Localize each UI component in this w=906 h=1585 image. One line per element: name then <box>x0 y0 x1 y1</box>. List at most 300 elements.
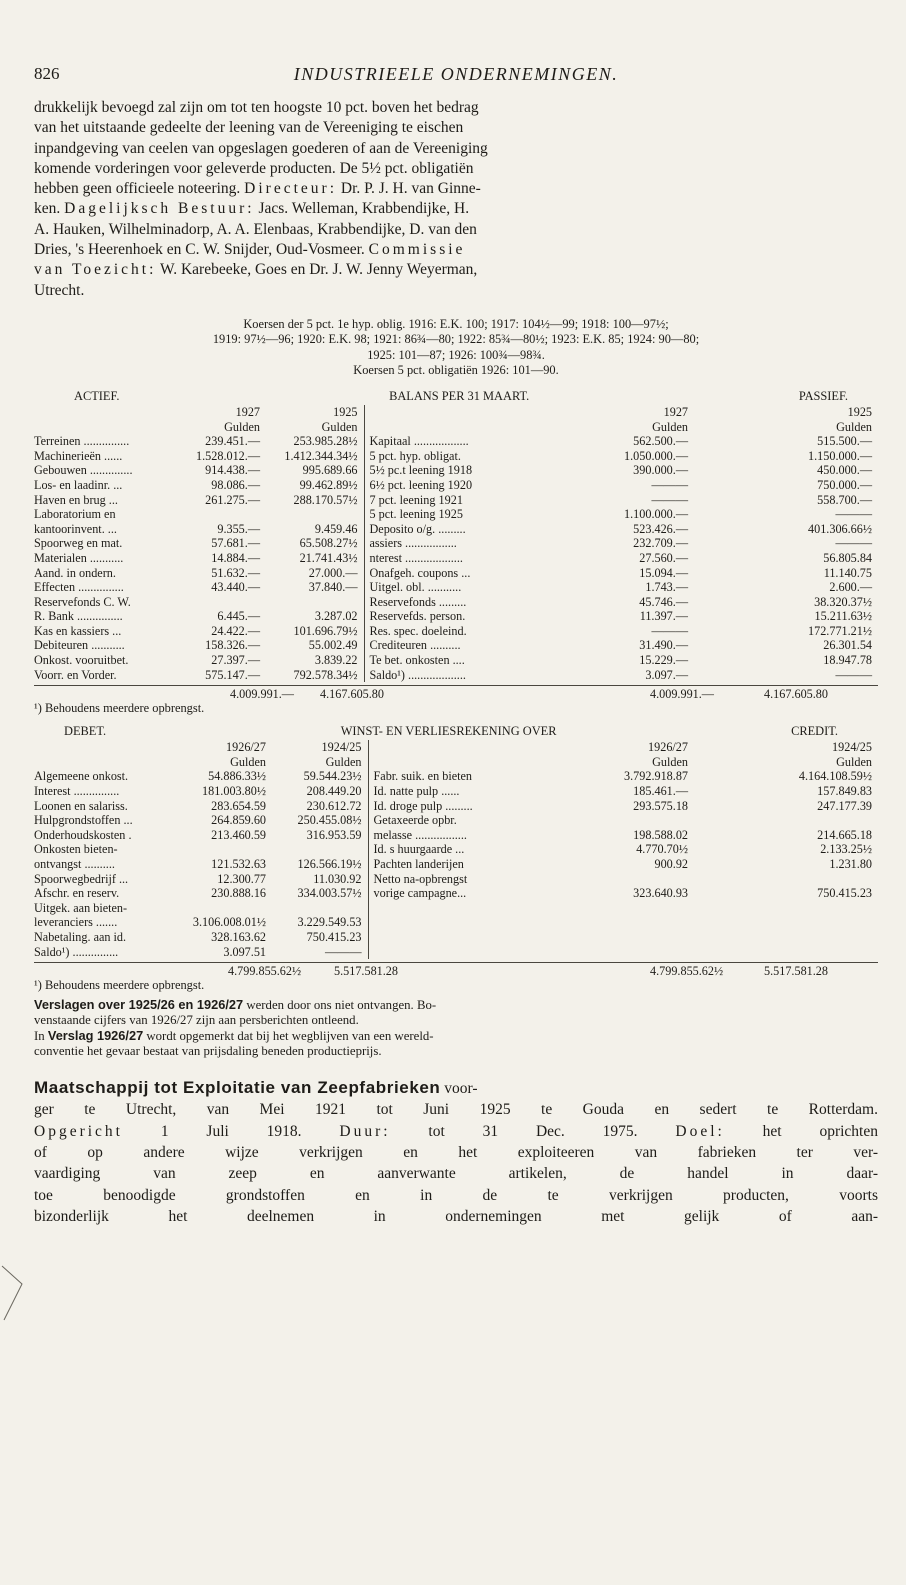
row-value: 56.805.84 <box>823 550 872 565</box>
row-value: ——— <box>835 507 872 522</box>
row-label: Pachten landerijen <box>368 857 558 872</box>
unit-header: Gulden <box>325 754 362 769</box>
page-number: 826 <box>34 64 60 83</box>
row-value: 15.211.63½ <box>814 609 872 624</box>
row-value: 1.743.— <box>645 580 688 595</box>
table-row <box>34 434 878 449</box>
verslag-line: conventie het gevaar bestaat van prijsdaling beneden productieprijs. <box>34 1044 382 1059</box>
table-row <box>34 580 878 595</box>
row-value: 750.415.23 <box>306 929 362 944</box>
row-value: 239.451.— <box>205 434 260 449</box>
row-value: 59.544.23½ <box>303 769 362 784</box>
row-value: 4.770.70½ <box>636 842 688 857</box>
table-row <box>34 566 878 581</box>
total-value: 4.167.605.80 <box>764 687 828 702</box>
row-value: 3.106.008.01½ <box>192 915 266 930</box>
row-label: kantoorinvent. ... <box>34 521 117 536</box>
table-row <box>34 857 878 872</box>
koersen-line: Koersen der 5 pct. 1e hyp. oblig. 1916: E.K. 100; 1917: 104½—99; 1918: 100—97½; <box>243 316 669 331</box>
row-value: 914.438.— <box>205 463 260 478</box>
row-label: Los- en laadinr. ... <box>34 477 123 492</box>
koersen-line: Koersen 5 pct. obligatiën 1926: 101—90. <box>353 363 559 378</box>
row-value: 575.147.— <box>205 667 260 682</box>
row-value: ——— <box>651 623 688 638</box>
row-value: 11.140.75 <box>823 565 872 580</box>
row-value: 1.050.000.— <box>624 448 688 463</box>
unit-header: Gulden <box>836 754 872 769</box>
row-label <box>368 901 558 916</box>
balans-title: BALANS PER 31 MAART. <box>389 388 530 403</box>
verslag-text: wordt opgemerkt dat bij het wegblijven van een wereld- <box>143 1029 434 1044</box>
balans-body <box>34 434 878 682</box>
row-value: 14.884.— <box>211 550 260 565</box>
intro-text: Jacs. Welleman, Krabbendijke, H. <box>258 200 470 218</box>
row-value: 65.508.27½ <box>299 536 358 551</box>
company-name: Maatschappij tot Exploitatie van Zeepfabrieken <box>34 1078 441 1098</box>
row-value: 31.490.— <box>639 638 688 653</box>
balans-totals <box>34 685 878 701</box>
row-value <box>184 595 266 610</box>
table-row <box>34 536 878 551</box>
intro-line: inpandgeving van ceelen van opgeslagen goederen of aan de Vereeniging <box>34 139 488 157</box>
row-label: Id. droge pulp ......... <box>368 799 558 814</box>
company-text: tot 31 Dec. 1975. <box>390 1122 676 1140</box>
row-value: 54.886.33½ <box>208 769 266 784</box>
row-value: 792.578.34½ <box>293 667 358 682</box>
row-value <box>558 945 694 960</box>
row-value: 11.030.92 <box>313 871 362 886</box>
balans-units-row <box>34 420 878 435</box>
row-value: 57.681.— <box>211 536 260 551</box>
row-value: 515.500.— <box>817 434 872 449</box>
row-label: Kas en kassiers ... <box>34 623 122 638</box>
row-value: 523.426.— <box>633 521 688 536</box>
row-value: 1.231.80 <box>829 857 872 871</box>
row-value: 99.462.89½ <box>299 477 358 492</box>
row-value: 230.612.72 <box>306 798 362 813</box>
row-value <box>184 507 266 522</box>
row-label: Crediteuren .......... <box>364 638 554 653</box>
next-company-section <box>34 1077 878 1227</box>
year-header: 1925 <box>847 404 872 419</box>
winst-heading <box>34 724 878 740</box>
winst-table <box>34 740 878 959</box>
row-label: Laboratorium en <box>34 507 116 522</box>
row-value: ——— <box>651 492 688 507</box>
row-value: ——— <box>651 477 688 492</box>
year-header: 1927 <box>663 404 688 419</box>
verslag-keyword: Verslagen over 1925/26 en 1926/27 <box>34 997 244 1013</box>
koersen-block <box>34 317 878 379</box>
intro-line: van het uitstaande gedeelte der leening van de Vereeniging te eischen <box>34 119 464 137</box>
table-row <box>34 522 878 537</box>
company-line <box>34 1077 878 1099</box>
row-value <box>272 842 368 857</box>
row-value: 3.097.51 <box>223 944 266 959</box>
total-value: 4.167.605.80 <box>320 687 384 702</box>
year-header: 1924/25 <box>321 740 362 755</box>
company-line: toe benoodigde grondstoffen en in de te verkrijgen producten, voorts <box>34 1186 878 1204</box>
row-label: 5 pct. hyp. obligat. <box>364 449 554 464</box>
row-label: 5 pct. leening 1925 <box>364 507 554 522</box>
row-value: ——— <box>835 536 872 551</box>
company-line: ger te Utrecht, van Mei 1921 tot Juni 1925 te Gouda en sedert te Rotterdam. <box>34 1101 878 1119</box>
row-value: 750.000.— <box>817 477 872 492</box>
company-line: of op andere wijze verkrijgen en het exploiteeren van fabrieken ter ver- <box>34 1144 878 1162</box>
pencil-mark-icon <box>0 1260 30 1340</box>
row-label: Afschr. en reserv. <box>34 886 120 901</box>
directeur-label: Directeur: <box>244 180 337 198</box>
verslag-line: venstaande cijfers van 1926/27 zijn aan persberichten ontleend. <box>34 1013 359 1028</box>
row-label: Deposito o/g. ......... <box>364 522 554 537</box>
row-value <box>184 901 272 916</box>
row-value: 9.459.46 <box>314 521 358 536</box>
row-label: Terreinen ............... <box>34 434 130 449</box>
table-row <box>34 769 878 784</box>
bestuur-label: Dagelijksch Bestuur: <box>64 200 255 218</box>
row-value: 995.689.66 <box>302 463 358 478</box>
table-row <box>34 945 878 960</box>
table-row <box>34 799 878 814</box>
company-line: bizonderlijk het deelnemen in ondernemingen met gelijk of aan- <box>34 1207 878 1225</box>
row-value: 198.588.02 <box>633 827 688 842</box>
row-value <box>694 915 878 930</box>
row-value <box>266 507 364 522</box>
duur-label: Duur: <box>339 1122 391 1140</box>
row-label: Materialen ........... <box>34 550 124 565</box>
table-row <box>34 463 878 478</box>
row-value: 401.306.66½ <box>808 521 872 536</box>
passief-label: PASSIEF. <box>798 388 848 403</box>
verslag-line <box>34 997 878 1013</box>
row-label <box>368 930 558 945</box>
row-label: Debiteuren ........... <box>34 638 125 653</box>
table-row <box>34 668 878 683</box>
row-value: 450.000.— <box>817 463 872 478</box>
row-label: Spoorwegbedrijf ... <box>34 871 129 886</box>
year-header: 1925 <box>333 404 358 419</box>
row-value: 126.566.19½ <box>297 857 362 871</box>
row-value: 247.177.39 <box>817 798 872 813</box>
company-text: het oprichten <box>724 1122 878 1140</box>
company-line <box>34 1121 878 1142</box>
row-label: Reservefds. person. <box>364 609 554 624</box>
row-value: 214.665.18 <box>817 827 872 842</box>
row-value: 283.654.59 <box>211 798 266 813</box>
doel-label: Doel: <box>675 1122 725 1140</box>
row-value: 15.229.— <box>639 653 688 668</box>
row-label: Kapitaal .................. <box>364 434 554 449</box>
total-value: 4.009.991.— <box>650 687 714 702</box>
unit-header: Gulden <box>224 419 260 434</box>
row-value: 230.888.16 <box>211 886 266 901</box>
intro-line: Utrecht. <box>34 281 85 299</box>
row-value <box>558 901 694 916</box>
commissie-label: Commissie <box>368 241 466 259</box>
row-value: 3.839.22 <box>314 653 358 668</box>
row-value: 1.150.000.— <box>808 448 872 463</box>
row-value <box>558 813 694 828</box>
winst-body <box>34 769 878 959</box>
verslag-text: In <box>34 1029 48 1044</box>
koersen-line: 1919: 97½—96; 1920: E.K. 98; 1921: 86¾—80; 1922: 85¾—80½; 1923: E.K. 85; 1924: 90—80; <box>212 332 700 347</box>
verslag-line <box>34 1028 878 1044</box>
row-value: 121.532.63 <box>211 857 266 871</box>
row-value: 253.985.28½ <box>293 434 358 449</box>
total-value: 4.799.855.62½ <box>228 964 302 979</box>
opgericht-label: Opgericht <box>34 1122 123 1140</box>
table-row <box>34 624 878 639</box>
row-value <box>694 901 878 916</box>
balans-years-row <box>34 405 878 420</box>
row-value <box>272 901 368 916</box>
row-value: 2.133.25½ <box>820 842 872 857</box>
debet-label: DEBET. <box>64 724 107 739</box>
row-value: 558.700.— <box>817 492 872 507</box>
balans-footnote: ¹) Behoudens meerdere opbrengst. <box>34 701 205 716</box>
balans-heading <box>34 389 878 405</box>
total-value: 5.517.581.28 <box>334 964 398 979</box>
row-value: 1.412.344.34½ <box>284 448 358 463</box>
row-label: Loonen en salariss. <box>34 798 128 813</box>
row-label: Spoorweg en mat. <box>34 536 123 551</box>
table-row <box>34 915 878 930</box>
koersen-line: 1925: 101—87; 1926: 100¾—98¾. <box>367 347 545 362</box>
row-value: 21.741.43½ <box>299 550 358 565</box>
table-row <box>34 493 878 508</box>
row-label: Reservefonds ......... <box>364 595 554 610</box>
winst-title: WINST- EN VERLIESREKENING OVER <box>340 724 557 739</box>
table-row <box>34 551 878 566</box>
row-label: Fabr. suik. en bieten <box>368 769 558 784</box>
row-label: Gebouwen .............. <box>34 463 133 478</box>
intro-text: ken. <box>34 200 61 218</box>
table-row <box>34 930 878 945</box>
winst-units-row <box>34 755 878 770</box>
row-label: Id. s huurgaarde ... <box>368 842 558 857</box>
row-label: Onkost. vooruitbet. <box>34 653 129 668</box>
unit-header: Gulden <box>652 419 688 434</box>
intro-line <box>34 260 878 280</box>
row-value: 208.449.20 <box>306 784 362 799</box>
table-row <box>34 638 878 653</box>
company-text: 1 Juli 1918. <box>122 1122 340 1140</box>
row-label: ontvangst .......... <box>34 857 115 871</box>
verslag-keyword: Verslag 1926/27 <box>47 1028 144 1044</box>
row-value <box>558 930 694 945</box>
row-label: Res. spec. doeleind. <box>364 624 554 639</box>
row-value: 328.163.62 <box>211 929 266 944</box>
row-value: 750.415.23 <box>817 886 872 901</box>
row-label: leveranciers ....... <box>34 915 118 930</box>
table-row <box>34 653 878 668</box>
row-value: 37.840.— <box>308 580 358 595</box>
table-row <box>34 595 878 610</box>
page-header <box>34 58 878 98</box>
row-value: 1.100.000.— <box>624 507 688 522</box>
row-value: 45.746.— <box>639 594 688 609</box>
row-label <box>368 945 558 960</box>
table-row <box>34 449 878 464</box>
row-label: Reservefonds C. W. <box>34 594 131 609</box>
row-label: Nabetaling. aan id. <box>34 929 127 944</box>
company-line: vaardiging van zeep en aanverwante artikelen, de handel in daar- <box>34 1165 878 1183</box>
intro-text: hebben geen officieele noteering. <box>34 180 241 198</box>
row-value: 3.097.— <box>645 667 688 682</box>
row-label: Machinerieën ...... <box>34 448 123 463</box>
row-value: 18.947.78 <box>823 653 872 668</box>
row-label: Interest ............... <box>34 784 120 799</box>
row-label: Id. natte pulp ...... <box>368 784 558 799</box>
row-value: 1.528.012.— <box>196 448 260 463</box>
row-label: Onafgeh. coupons ... <box>364 566 554 581</box>
row-label: R. Bank ............... <box>34 609 123 624</box>
row-value: 24.422.— <box>211 623 260 638</box>
row-value: 316.953.59 <box>306 827 362 842</box>
table-row <box>34 886 878 901</box>
table-row <box>34 609 878 624</box>
row-value: 9.355.— <box>217 521 260 536</box>
row-value <box>694 930 878 945</box>
row-value: 181.003.80½ <box>202 784 266 799</box>
row-label: Uitgek. aan bieten- <box>34 900 128 915</box>
row-label: Saldo¹) ............... <box>34 944 119 959</box>
row-value: 4.164.108.59½ <box>798 769 872 784</box>
verslag-text: werden door ons niet ontvangen. Bo- <box>243 998 437 1013</box>
winst-totals <box>34 962 878 978</box>
row-value <box>694 813 878 828</box>
row-value: 51.632.— <box>211 565 260 580</box>
winst-years-row <box>34 740 878 755</box>
row-value: 293.575.18 <box>633 798 688 813</box>
unit-header: Gulden <box>836 419 872 434</box>
row-value <box>694 945 878 960</box>
row-label: Haven en brug ... <box>34 492 118 507</box>
row-value: 264.859.60 <box>211 813 266 828</box>
row-value: 900.92 <box>654 857 688 871</box>
row-value: 6.445.— <box>217 609 260 624</box>
row-value: 232.709.— <box>633 536 688 551</box>
row-label: assiers ................. <box>364 536 554 551</box>
row-value: ——— <box>324 944 362 959</box>
intro-text: W. Karebeeke, Goes en Dr. J. W. Jenny Weyerman, <box>160 261 478 279</box>
row-label: Onkosten bieten- <box>34 842 118 857</box>
row-value: 261.275.— <box>205 492 260 507</box>
actief-label: ACTIEF. <box>74 388 120 403</box>
intro-line: A. Hauken, Wilhelminadorp, A. A. Elenbaas, Krabbendijke, D. van den <box>34 220 477 238</box>
row-value <box>558 915 694 930</box>
row-value: 27.000.— <box>308 565 358 580</box>
company-text: voor- <box>440 1080 478 1098</box>
row-label: Getaxeerde opbr. <box>368 813 558 828</box>
row-label: Uitgel. obl. ........... <box>364 580 554 595</box>
row-label: Aand. in ondern. <box>34 565 116 580</box>
row-value: 185.461.— <box>633 784 688 799</box>
row-label: Algemeene onkost. <box>34 769 129 784</box>
row-label: nterest ................... <box>364 551 554 566</box>
table-row <box>34 901 878 916</box>
winst-footnote: ¹) Behoudens meerdere opbrengst. <box>34 978 205 993</box>
intro-text: Dr. P. J. H. van Ginne- <box>340 180 481 198</box>
row-value: 101.696.79½ <box>293 623 358 638</box>
total-value: 4.009.991.— <box>230 687 294 702</box>
row-label: Te bet. onkosten .... <box>364 653 554 668</box>
table-row <box>34 507 878 522</box>
row-value: 38.320.37½ <box>814 594 872 609</box>
unit-header: Gulden <box>652 754 688 769</box>
year-header: 1926/27 <box>648 740 688 755</box>
intro-line <box>34 240 878 260</box>
row-label: Onderhoudskosten . <box>34 827 132 842</box>
row-label: melasse ................. <box>368 828 558 843</box>
row-value <box>558 872 694 887</box>
year-header: 1926/27 <box>226 740 266 755</box>
row-value: 26.301.54 <box>823 638 872 653</box>
page <box>34 58 878 1227</box>
row-label: Hulpgrondstoffen ... <box>34 813 133 828</box>
verslag-block <box>34 997 878 1059</box>
row-value <box>266 595 364 610</box>
row-label: Netto na-opbrengst <box>368 872 558 887</box>
row-value: 288.170.57½ <box>293 492 358 507</box>
intro-line <box>34 199 878 219</box>
row-value: ——— <box>835 667 872 682</box>
intro-line: komende vorderingen voor geleverde producten. De 5½ pct. obligatiën <box>34 159 474 177</box>
row-value: 213.460.59 <box>211 827 266 842</box>
row-value: 172.771.21½ <box>808 623 872 638</box>
unit-header: Gulden <box>321 419 358 434</box>
row-label: 5½ pc.t leening 1918 <box>364 463 554 478</box>
row-value: 157.849.83 <box>817 784 872 799</box>
row-label <box>368 915 558 930</box>
row-value: 334.003.57½ <box>297 886 362 901</box>
row-label: 6½ pct. leening 1920 <box>364 478 554 493</box>
row-value: 390.000.— <box>633 463 688 478</box>
balans-table <box>34 405 878 682</box>
row-value: 2.600.— <box>829 580 872 595</box>
row-value: 15.094.— <box>639 565 688 580</box>
row-label: Saldo¹) ................... <box>364 668 554 683</box>
intro-text: Dries, 's Heerenhoek en C. W. Snijder, Oud-Vosmeer. <box>34 241 365 259</box>
year-header: 1924/25 <box>832 740 872 755</box>
row-value: 43.440.— <box>211 580 260 595</box>
running-title: INDUSTRIEELE ONDERNEMINGEN. <box>293 64 619 84</box>
intro-line: drukkelijk bevoegd zal zijn om tot ten hoogste 10 pct. boven het bedrag <box>34 99 479 116</box>
row-value: 27.560.— <box>639 550 688 565</box>
row-value: 27.397.— <box>211 653 260 668</box>
row-value: 3.792.918.87 <box>624 769 688 784</box>
row-value <box>694 872 878 887</box>
row-value: 250.455.08½ <box>297 813 362 828</box>
table-row <box>34 784 878 799</box>
table-row <box>34 872 878 887</box>
row-value: 323.640.93 <box>633 886 688 901</box>
table-row <box>34 828 878 843</box>
row-value <box>184 842 272 857</box>
row-label: Effecten ............... <box>34 580 124 595</box>
row-value: 55.002.49 <box>308 638 358 653</box>
table-row <box>34 842 878 857</box>
intro-paragraph <box>34 98 878 301</box>
credit-label: CREDIT. <box>791 724 838 739</box>
row-value: 3.229.549.53 <box>297 915 362 930</box>
table-row <box>34 478 878 493</box>
row-value: 98.086.— <box>211 477 260 492</box>
commissie-label: van Toezicht: <box>34 261 157 279</box>
row-value: 3.287.02 <box>314 609 358 624</box>
year-header: 1927 <box>235 404 260 419</box>
table-row <box>34 813 878 828</box>
